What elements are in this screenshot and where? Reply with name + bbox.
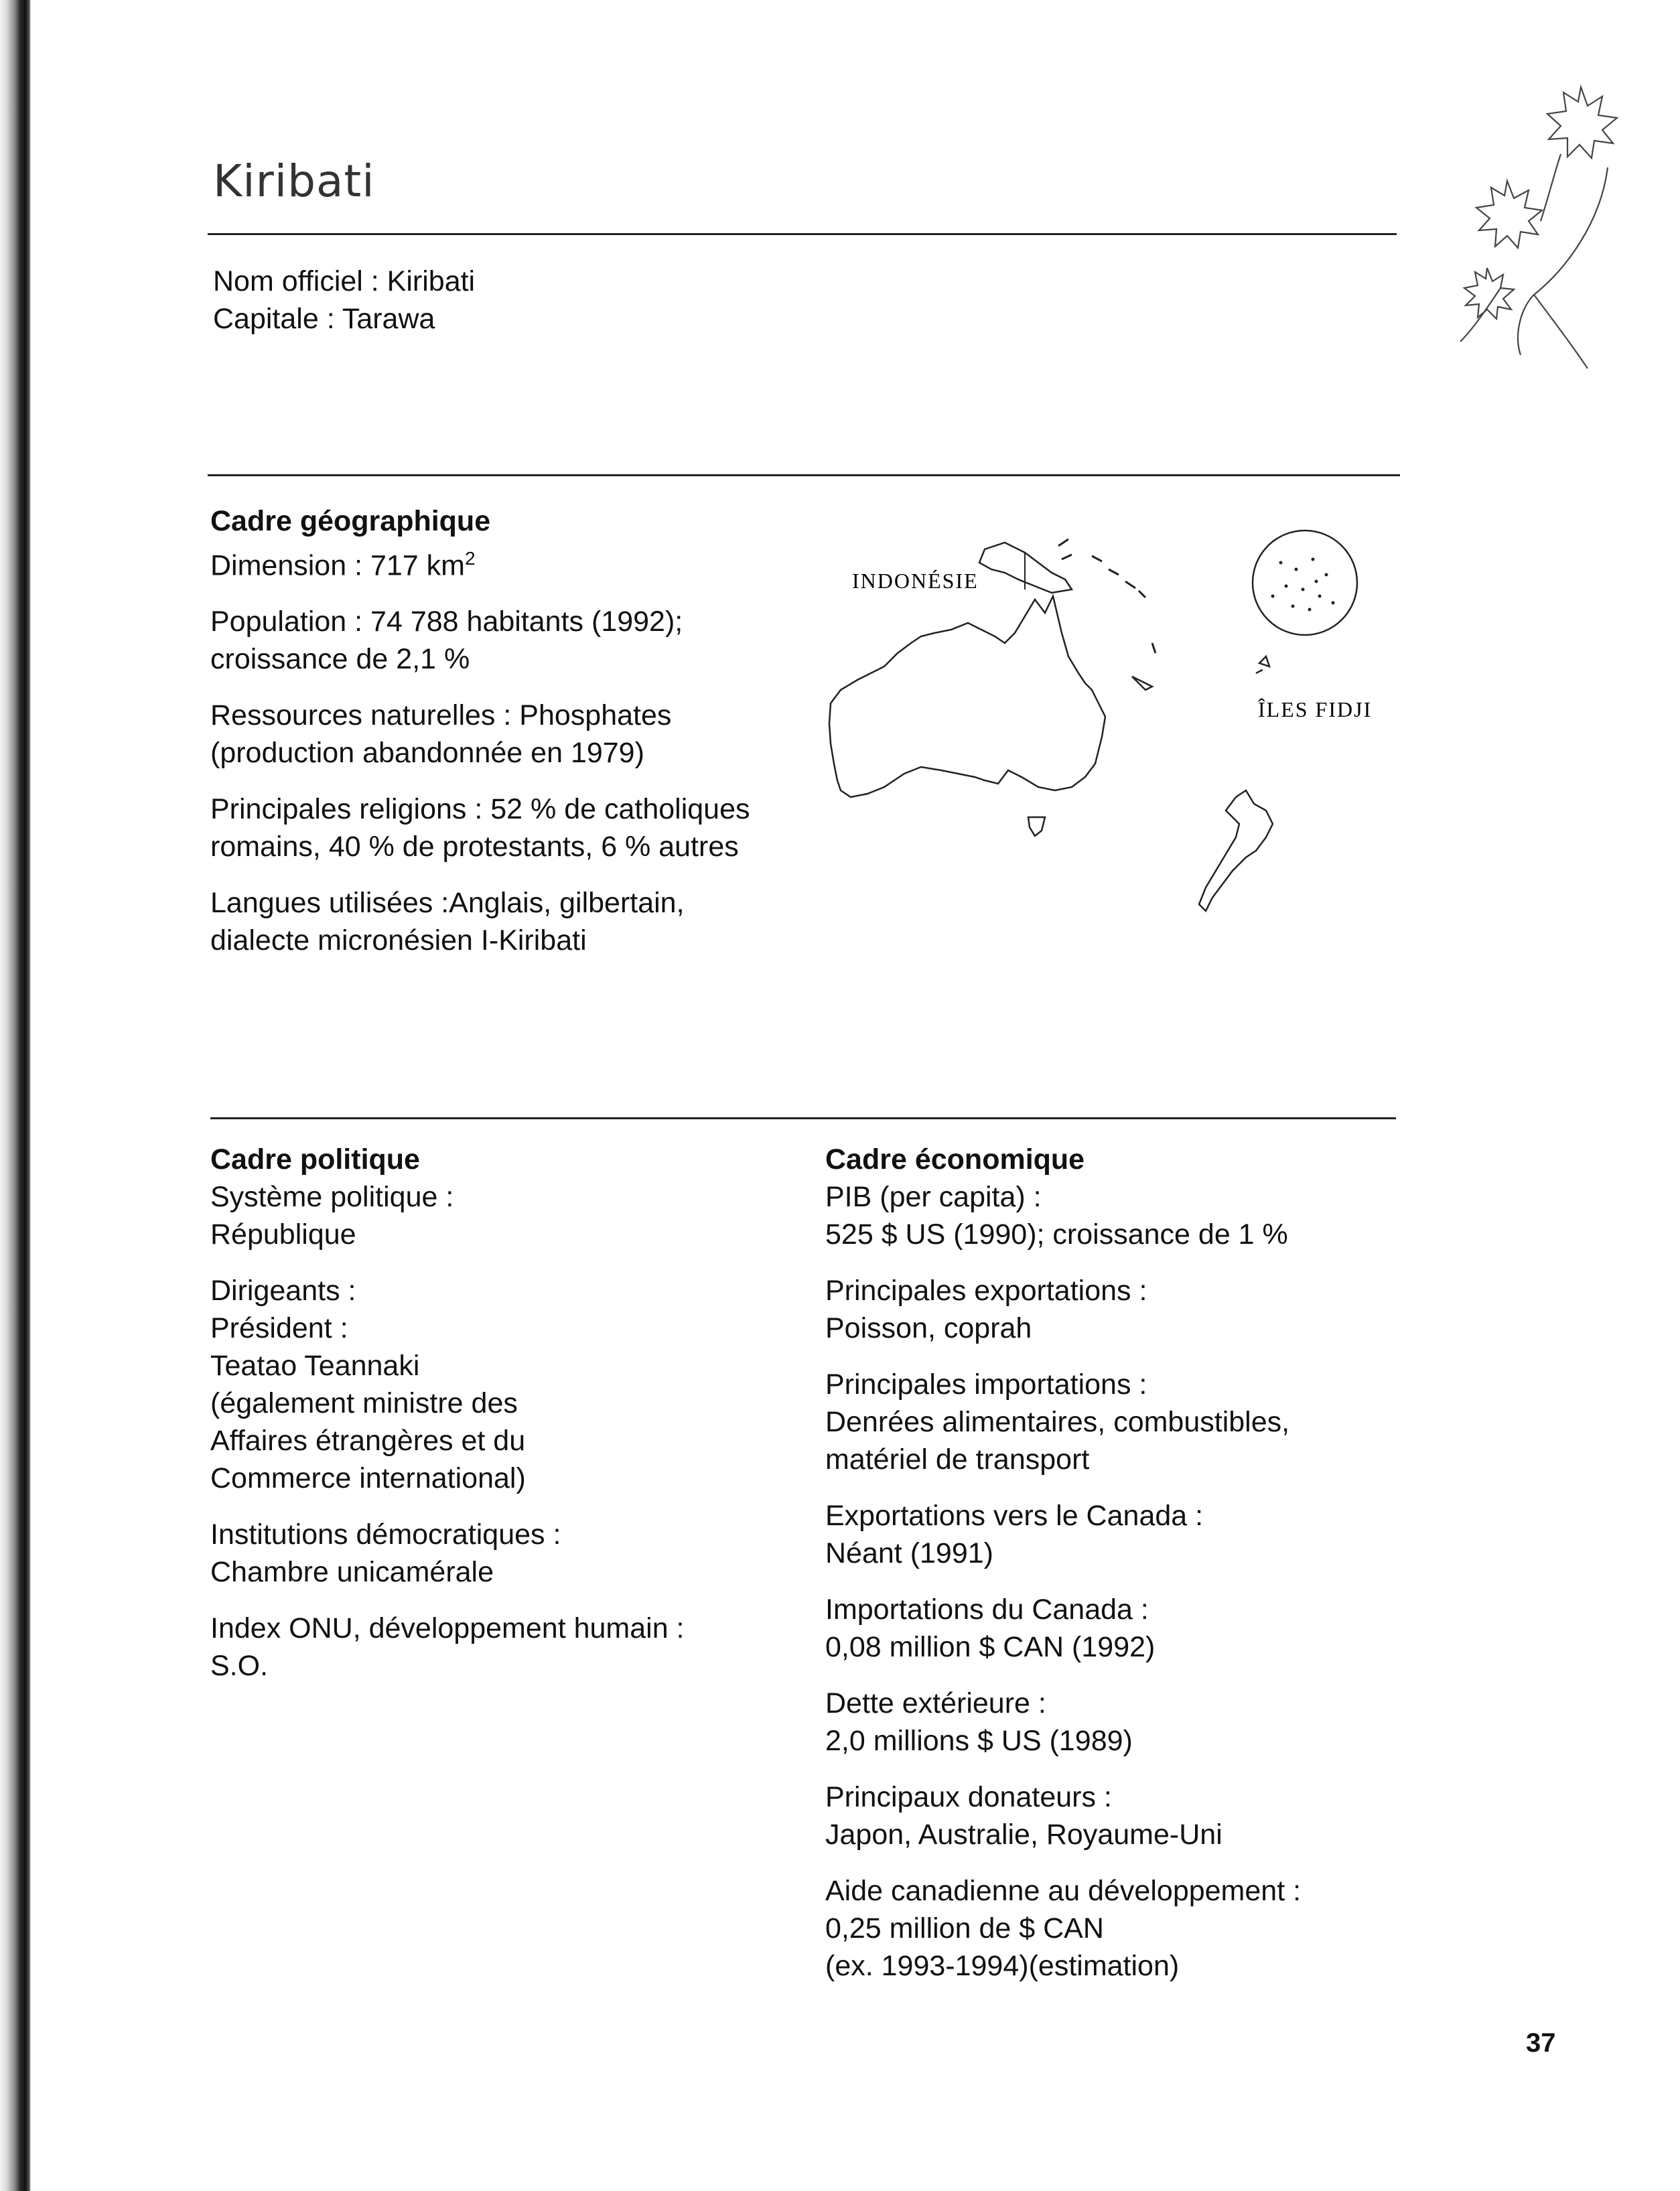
exp-canada-line: Néant (1991) (825, 1537, 993, 1569)
debt-line: 2,0 millions $ US (1989) (825, 1725, 1133, 1757)
institutions-line: Chambre unicamérale (210, 1556, 494, 1588)
identification-block (213, 263, 475, 338)
geography-heading: Cadre géographique (210, 505, 491, 537)
leaders-line: (également ministre des (210, 1387, 518, 1419)
aid-line: 0,25 million de $ CAN (825, 1912, 1104, 1945)
external-debt (825, 1685, 1301, 1760)
exports-line: Principales exportations : (825, 1275, 1147, 1307)
dimension-superscript: 2 (465, 548, 476, 569)
imp-canada-line: Importations du Canada : (825, 1594, 1149, 1626)
official-name: Nom officiel : Kiribati (213, 265, 476, 297)
exp-canada-line: Exportations vers le Canada : (825, 1500, 1204, 1532)
imp-canada-line: 0,08 million $ CAN (1992) (825, 1631, 1156, 1663)
imports-line: Denrées alimentaires, combustibles, (825, 1406, 1290, 1438)
economy-section (825, 1141, 1301, 1985)
exports-line: Poisson, coprah (825, 1312, 1032, 1344)
donors-line: Japon, Australie, Royaume-Uni (825, 1819, 1222, 1851)
languages-line: Langues utilisées :Anglais, gilbertain, (210, 887, 685, 920)
new-zealand-outline (1199, 790, 1273, 911)
democratic-institutions (210, 1516, 685, 1591)
hdi-index (210, 1610, 685, 1685)
politics-section (210, 1141, 685, 1685)
geo-divider (208, 474, 1400, 476)
politics-divider (210, 1117, 1396, 1119)
main-imports (825, 1366, 1301, 1478)
political-system (210, 1178, 685, 1253)
title-divider (208, 233, 1397, 235)
resources-line: Ressources naturelles : Phosphates (210, 699, 672, 732)
population (210, 603, 750, 678)
page-title: Kiribati (213, 155, 375, 207)
religions-line: romains, 40 % de protestants, 6 % autres (210, 831, 739, 863)
system-line: Système politique : (210, 1181, 454, 1213)
debt-line: Dette extérieure : (825, 1687, 1046, 1719)
index-line: S.O. (210, 1650, 269, 1682)
gdp (825, 1178, 1301, 1253)
dimension (210, 540, 750, 584)
page-number: 37 (1526, 2028, 1556, 2058)
capital: Capitale : Tarawa (213, 303, 435, 335)
population-line: Population : 74 788 habitants (1992); (210, 606, 683, 638)
resources-line: (production abandonnée en 1979) (210, 737, 644, 770)
dimension-text: Dimension : 717 km (210, 549, 465, 582)
natural-resources (210, 697, 750, 772)
tasmania-outline (1028, 817, 1045, 836)
australia-outline (829, 596, 1105, 797)
leaders-line: Président : (210, 1312, 348, 1344)
religions-line: Principales religions : 52 % de catholiques (210, 793, 750, 826)
politics-heading: Cadre politique (210, 1143, 420, 1176)
gdp-line: PIB (per capita) : (825, 1181, 1042, 1213)
scan-binding-edge (0, 0, 31, 2191)
map-label-fiji: ÎLES FIDJI (1258, 697, 1373, 721)
main-donors (825, 1778, 1301, 1853)
languages (210, 884, 750, 959)
religions (210, 790, 750, 865)
canadian-aid (825, 1872, 1301, 1985)
donors-line: Principaux donateurs : (825, 1781, 1112, 1813)
aid-line: Aide canadienne au développement : (825, 1875, 1302, 1907)
imports-line: Principales importations : (825, 1368, 1147, 1401)
exports-to-canada (825, 1497, 1301, 1572)
institutions-line: Institutions démocratiques : (210, 1518, 561, 1551)
leaders-line: Teatao Teannaki (210, 1350, 420, 1382)
kiribati-inset-circle (1253, 531, 1357, 635)
leaders (210, 1272, 685, 1497)
map-label-indonesia: INDONÉSIE (852, 569, 979, 593)
imports-from-canada (825, 1591, 1301, 1666)
index-line: Index ONU, développement humain : (210, 1612, 685, 1644)
economy-heading: Cadre économique (825, 1143, 1085, 1176)
region-map (804, 522, 1407, 938)
gdp-line: 525 $ US (1990); croissance de 1 % (825, 1218, 1288, 1251)
languages-line: dialecte micronésien I-Kiribati (210, 924, 587, 957)
leaders-line: Dirigeants : (210, 1275, 356, 1307)
leaders-line: Affaires étrangères et du (210, 1425, 526, 1457)
population-line: croissance de 2,1 % (210, 643, 470, 676)
imports-line: matériel de transport (825, 1443, 1090, 1476)
maple-leaves-illustration (1447, 67, 1641, 375)
system-line: République (210, 1218, 356, 1251)
main-exports (825, 1272, 1301, 1347)
aid-line: (ex. 1993-1994)(estimation) (825, 1950, 1180, 1982)
geography-section (210, 502, 750, 959)
leaders-line: Commerce international) (210, 1462, 526, 1494)
